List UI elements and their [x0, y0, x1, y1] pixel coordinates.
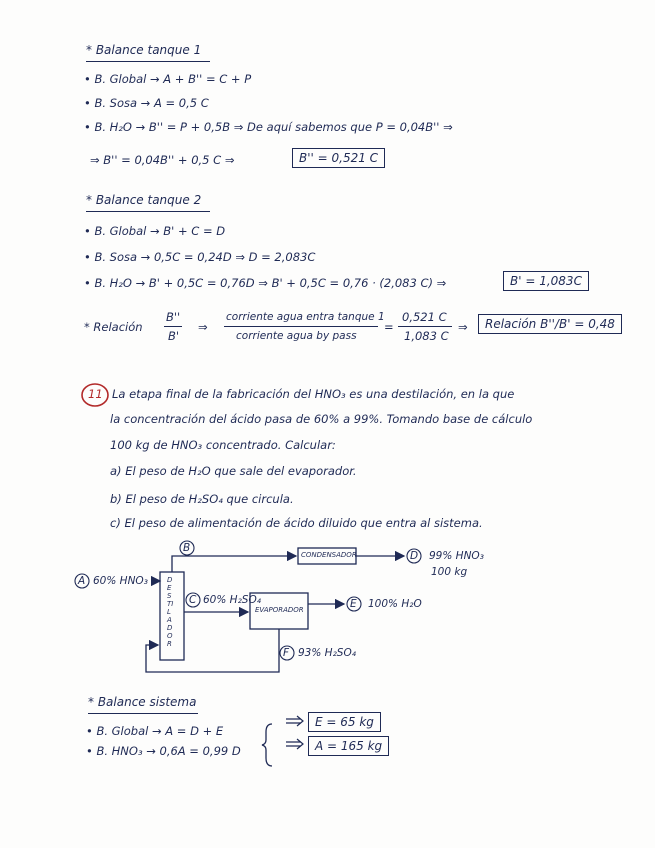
column-label: DESTILADOR — [167, 576, 174, 648]
eq-hno3-system: • B. HNO₃ → 0,6A = 0,99 D — [86, 744, 241, 758]
stream-f-text: 93% H₂SO₄ — [298, 647, 356, 659]
problem-line-2: la concentración del ácido pasa de 60% a 99%. Tomando base de cálculo — [110, 412, 533, 426]
relation-arrow-2: ⇒ — [458, 320, 468, 334]
result-box-b2: B'' = 0,521 C — [292, 148, 385, 168]
stream-f-label: F — [283, 647, 290, 659]
result-box-e: E = 65 kg — [308, 712, 381, 732]
stream-c-label: C — [189, 594, 197, 606]
stream-a-text: 60% HNO₃ — [93, 575, 148, 587]
problem-number: 11 — [88, 387, 103, 401]
relation-eq: = — [384, 320, 394, 334]
stream-d-text-2: 100 kg — [431, 566, 468, 578]
stream-a-label: A — [78, 575, 86, 587]
eq-global-2: • B. Global → B' + C = D — [84, 224, 226, 238]
section-title-balance-sistema: * Balance sistema — [88, 695, 197, 709]
eq-sosa-1: • B. Sosa → A = 0,5 C — [84, 96, 209, 110]
eq-water-2: • B. H₂O → B' + 0,5C = 0,76D ⇒ B' + 0,5C = 0,76 · (2,083 C) ⇒ — [84, 276, 447, 290]
stream-e-label: E — [350, 598, 357, 610]
result-box-b1: B' = 1,083C — [503, 271, 589, 291]
eq-global-system: • B. Global → A = D + E — [86, 724, 224, 738]
result-box-relation: Relación B''/B' = 0,48 — [478, 314, 622, 334]
eq-global-1: • B. Global → A + B'' = C + P — [84, 72, 252, 86]
relation-frac-den: B' — [168, 329, 180, 343]
section-title-balance-tanque-1: * Balance tanque 1 — [86, 43, 202, 57]
stream-d-text-1: 99% HNO₃ — [429, 550, 484, 562]
relation-text-den: corriente agua by pass — [236, 330, 357, 342]
condenser-label: CONDENSADOR — [301, 551, 357, 559]
relation-arrow: ⇒ — [198, 320, 208, 334]
eq-derivation-1: ⇒ B'' = 0,04B'' + 0,5 C ⇒ — [90, 153, 235, 167]
problem-item-b: b) El peso de H₂SO₄ que circula. — [110, 492, 294, 506]
relation-text-num: corriente agua entra tanque 1 — [226, 311, 385, 323]
relation-val-num: 0,521 C — [402, 310, 447, 324]
stream-c-text: 60% H₂SO₄ — [203, 594, 261, 606]
stream-b-label: B — [183, 542, 191, 554]
relation-label: * Relación — [84, 320, 143, 334]
stream-d-label: D — [410, 550, 419, 562]
result-box-a: A = 165 kg — [308, 736, 389, 756]
eq-sosa-2: • B. Sosa → 0,5C = 0,24D ⇒ D = 2,083C — [84, 250, 316, 264]
eq-water-1: • B. H₂O → B'' = P + 0,5B ⇒ De aquí sabemos que P = 0,04B'' ⇒ — [84, 120, 453, 134]
section-title-balance-tanque-2: * Balance tanque 2 — [86, 193, 202, 207]
problem-item-a: a) El peso de H₂O que sale del evaporador. — [110, 464, 357, 478]
relation-val-den: 1,083 C — [404, 329, 449, 343]
evaporator-label: EVAPORADOR — [255, 606, 304, 614]
relation-frac-num: B'' — [166, 310, 181, 324]
problem-item-c: c) El peso de alimentación de ácido diluido que entra al sistema. — [110, 516, 483, 530]
problem-line-1: La etapa final de la fabricación del HNO₃ es una destilación, en la que — [112, 387, 515, 401]
problem-line-3: 100 kg de HNO₃ concentrado. Calcular: — [110, 438, 336, 452]
stream-e-text: 100% H₂O — [368, 598, 422, 610]
